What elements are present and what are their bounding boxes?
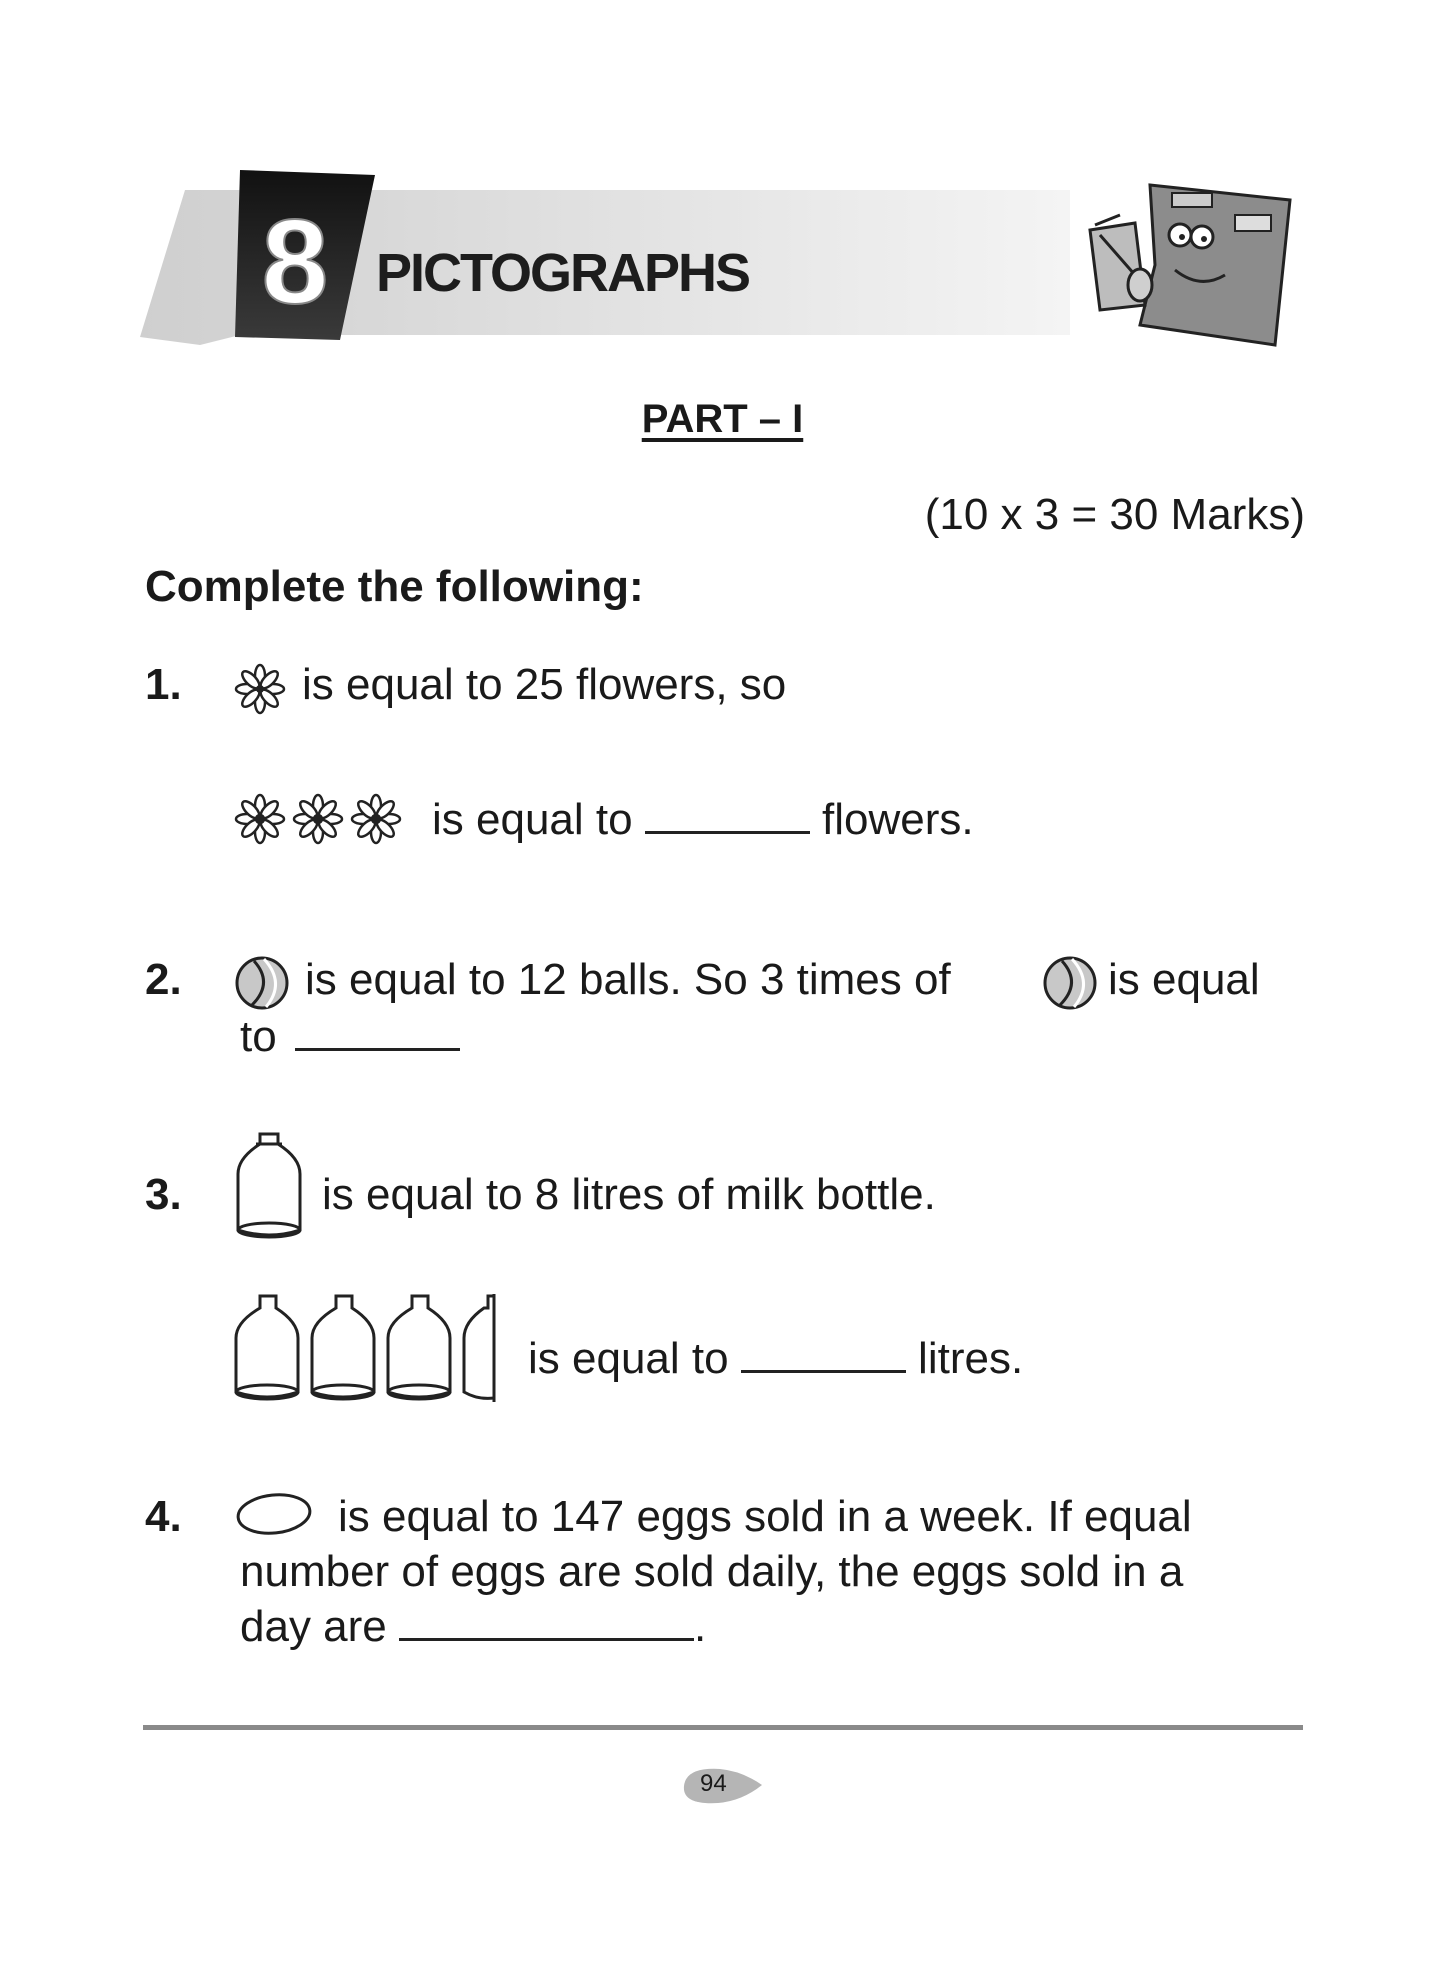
question-3-line-1: is equal to 8 litres of milk bottle. xyxy=(322,1170,936,1219)
question-2-answer-blank[interactable] xyxy=(295,1010,460,1051)
question-3-line-2-suffix: litres. xyxy=(918,1334,1024,1383)
question-3-answer-blank[interactable] xyxy=(741,1332,906,1373)
egg-icon xyxy=(234,1490,314,1538)
question-1-number: 1. xyxy=(145,660,182,709)
question-1-line-2-suffix: flowers. xyxy=(822,795,974,844)
question-4-line-2: number of eggs are sold daily, the eggs sold in a xyxy=(240,1547,1184,1596)
part-title: PART – I xyxy=(641,397,804,441)
milk-bottle-icon xyxy=(234,1130,304,1240)
page-number: 94 xyxy=(700,1770,727,1797)
three-flowers-icon xyxy=(234,793,404,845)
question-4-number: 4. xyxy=(145,1492,182,1541)
three-and-half-bottles-icon xyxy=(234,1290,504,1405)
flower-icon xyxy=(234,663,286,715)
question-1-line-2-prefix: is equal to xyxy=(432,795,633,844)
marks-label: (10 x 3 = 30 Marks) xyxy=(924,490,1305,539)
footer-divider xyxy=(143,1725,1303,1730)
question-1-line-1: is equal to 25 flowers, so xyxy=(302,660,787,709)
question-4-line-1: is equal to 147 eggs sold in a week. If equal xyxy=(338,1492,1192,1541)
instruction: Complete the following: xyxy=(145,562,644,611)
chapter-title: PICTOGRAPHS xyxy=(376,243,750,303)
question-4-line-3-suffix: . xyxy=(694,1602,707,1651)
question-4-line-3-prefix: day are xyxy=(240,1602,387,1651)
chapter-number: 8 xyxy=(261,195,329,329)
question-3-number: 3. xyxy=(145,1170,182,1219)
question-3-line-2-prefix: is equal to xyxy=(528,1334,729,1383)
ball-icon xyxy=(1042,955,1098,1011)
mascot-illustration xyxy=(1080,175,1300,355)
question-2-line-2: to xyxy=(240,1012,277,1061)
question-2-line-1b: is equal xyxy=(1108,955,1260,1004)
question-1-answer-blank[interactable] xyxy=(645,793,810,834)
ball-icon xyxy=(234,955,290,1011)
question-2-number: 2. xyxy=(145,955,182,1004)
question-4-answer-blank[interactable] xyxy=(399,1600,694,1641)
question-2-line-1a: is equal to 12 balls. So 3 times of xyxy=(305,955,951,1004)
